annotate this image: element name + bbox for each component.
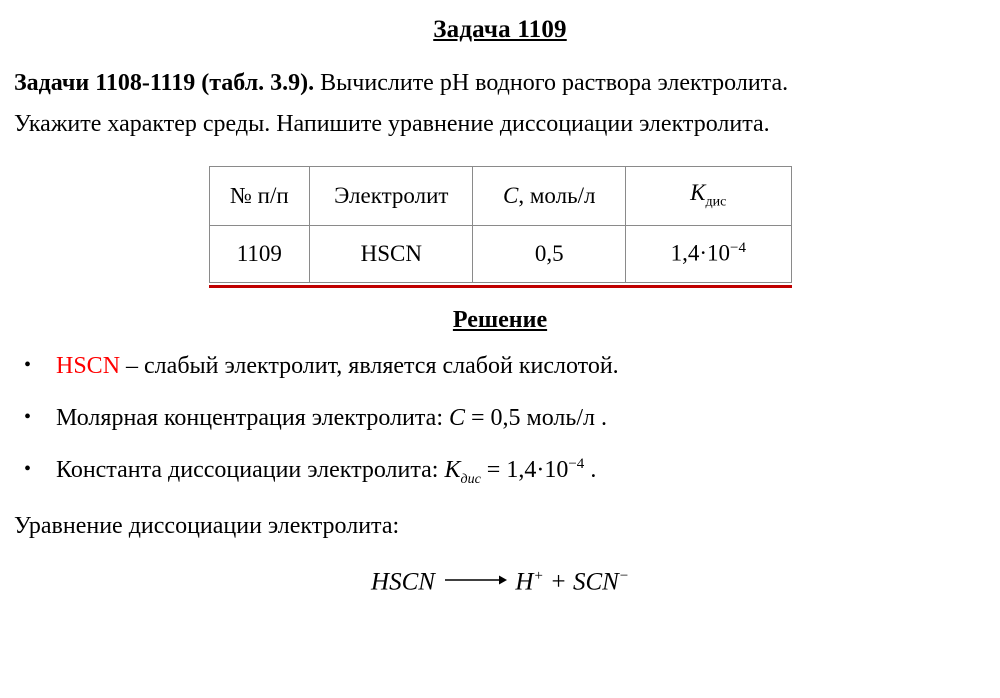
header-constant (626, 166, 791, 225)
bullet-3-formula-end: . (584, 456, 597, 483)
bullet-3-formula-times: · (536, 456, 545, 483)
bullet-icon: • (24, 405, 32, 428)
header-constant-subscript: дис (705, 195, 727, 211)
statement-lead: Задачи 1108-1119 (табл. 3.9). (14, 70, 315, 96)
bullet-icon: • (24, 353, 32, 376)
equation-ion-2-charge: − (618, 567, 629, 584)
table-header-row (209, 166, 791, 225)
cell-constant-base: 10 (707, 241, 730, 267)
equation-plus: + (543, 567, 573, 595)
equation-ion-1-charge: + (533, 567, 544, 584)
bullet-2-text: Молярная концентрация электролита: (56, 404, 449, 431)
cell-constant (626, 225, 791, 282)
bullet-icon: • (24, 457, 32, 480)
list-item (16, 348, 986, 384)
statement-body: Вычислите pH водного раствора электролита. (320, 70, 789, 96)
header-no: № п/п (209, 166, 310, 225)
equation-left: HSCN (371, 567, 435, 595)
header-electrolyte: Электролит (310, 166, 473, 225)
problem-statement (0, 64, 1000, 103)
cell-constant-mantissa: 1,4 (670, 241, 700, 267)
dissociation-paragraph: Уравнение диссоциации электролита: (14, 512, 400, 539)
solution-bullet-list (0, 348, 1000, 490)
header-constant-symbol: K (690, 180, 706, 206)
bullet-1-highlight: HSCN (56, 352, 121, 379)
bullet-2-formula-rest: = 0,5 моль/л . (465, 404, 607, 431)
header-concentration (473, 166, 626, 225)
solution-heading: Решение (452, 306, 548, 333)
header-concentration-symbol: C (503, 182, 519, 208)
bullet-3-formula-var: K (444, 456, 461, 483)
cell-concentration: 0,5 (473, 225, 626, 282)
statement-line-2: Укажите характер среды. Напишите уравнение диссоциации электролита. (14, 110, 770, 137)
header-concentration-units: , моль/л (518, 182, 596, 208)
list-item (16, 452, 986, 490)
bullet-3-formula-rest: = 1,4 (480, 456, 537, 483)
cell-no: 1109 (209, 225, 310, 282)
dissociation-equation (0, 568, 1000, 596)
equation-ion-2: SCN (572, 567, 619, 595)
data-table-wrapper (209, 166, 792, 283)
electrolyte-table (209, 166, 792, 283)
bullet-1-text: – слабый электролит, является слабой кислотой. (120, 352, 619, 379)
cell-constant-times: · (699, 241, 707, 267)
table-accent-underline (209, 285, 792, 288)
equation-ion-1: H (515, 567, 534, 595)
table-row (209, 225, 791, 282)
bullet-3-formula-base: 10 (544, 456, 569, 483)
page-title: Задача 1109 (433, 16, 567, 43)
cell-constant-exponent: −4 (730, 240, 746, 257)
bullet-3-formula-subscript: дис (460, 471, 481, 487)
document-page (0, 16, 1000, 698)
bullet-2-formula-var: C (449, 404, 466, 431)
list-item (16, 400, 986, 436)
bullet-3-formula-exponent: −4 (568, 455, 585, 472)
cell-electrolyte: HSCN (310, 225, 473, 282)
bullet-3-text: Константа диссоциации электролита: (56, 456, 445, 483)
right-arrow-icon (443, 572, 507, 594)
